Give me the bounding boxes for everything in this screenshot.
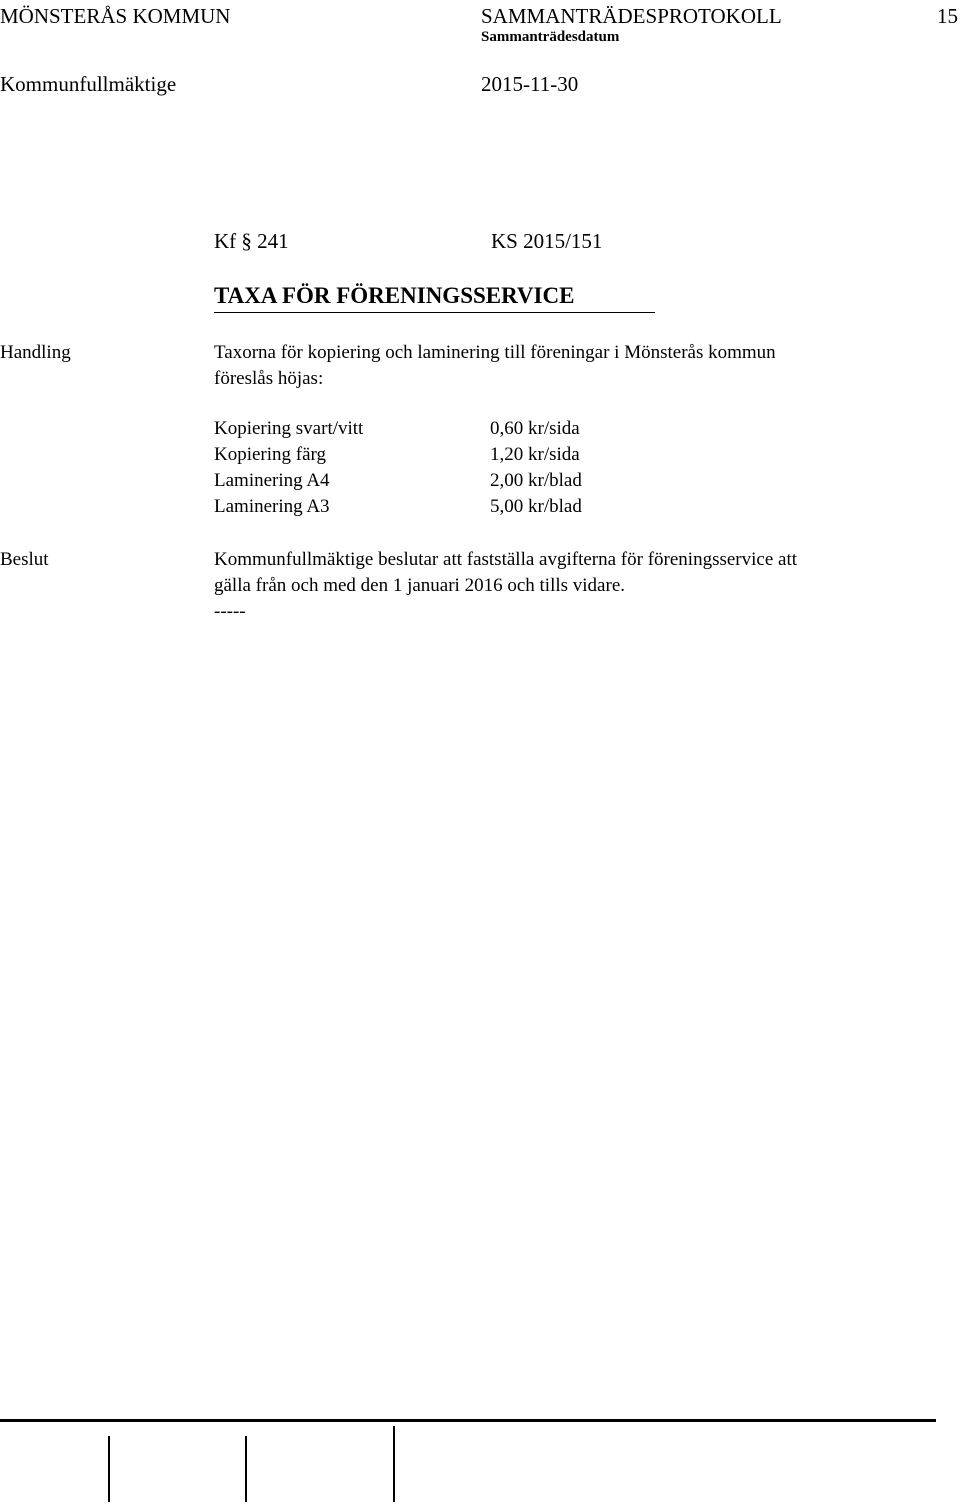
handling-label: Handling [0, 342, 71, 363]
fee-row [214, 442, 582, 468]
beslut-label: Beslut [0, 549, 49, 570]
signature-divider [393, 1426, 395, 1502]
fee-price: 0,60 kr/sida [490, 418, 580, 439]
document-type: SAMMANTRÄDESPROTOKOLL [481, 4, 782, 28]
fee-row [214, 416, 582, 442]
fee-item: Kopiering färg [214, 444, 327, 465]
handling-text-line1: Taxorna för kopiering och laminering till föreningar i Mönsterås kommun [214, 342, 776, 363]
municipality-name: MÖNSTERÅS KOMMUN [0, 4, 231, 28]
handling-text-line2: föreslås höjas: [214, 368, 324, 389]
fee-price: 2,00 kr/blad [490, 470, 582, 491]
title-underline [214, 312, 655, 313]
fee-table [214, 416, 582, 520]
beslut-text-line1: Kommunfullmäktige beslutar att fastställa avgifterna för föreningsservice att [214, 549, 797, 570]
fee-row [214, 494, 582, 520]
fee-price: 5,00 kr/blad [490, 496, 582, 517]
date-label: Sammanträdesdatum [481, 29, 620, 45]
signature-divider [245, 1436, 247, 1502]
fee-price: 1,20 kr/sida [490, 444, 580, 465]
assembly-name: Kommunfullmäktige [0, 72, 177, 96]
case-reference: KS 2015/151 [491, 229, 603, 253]
fee-item: Laminering A3 [214, 496, 330, 517]
fee-item: Kopiering svart/vitt [214, 418, 364, 439]
fee-row [214, 468, 582, 494]
fee-item: Laminering A4 [214, 470, 330, 491]
signature-divider [108, 1436, 110, 1502]
page-number: 15 [937, 4, 958, 28]
paragraph-number: Kf § 241 [214, 229, 289, 253]
meeting-date: 2015-11-30 [481, 72, 579, 96]
case-title: TAXA FÖR FÖRENINGSSERVICE [214, 283, 575, 308]
end-marker: ----- [214, 601, 246, 622]
beslut-text-line2: gälla från och med den 1 januari 2016 och tills vidare. [214, 575, 626, 596]
signature-rule [0, 1419, 936, 1422]
